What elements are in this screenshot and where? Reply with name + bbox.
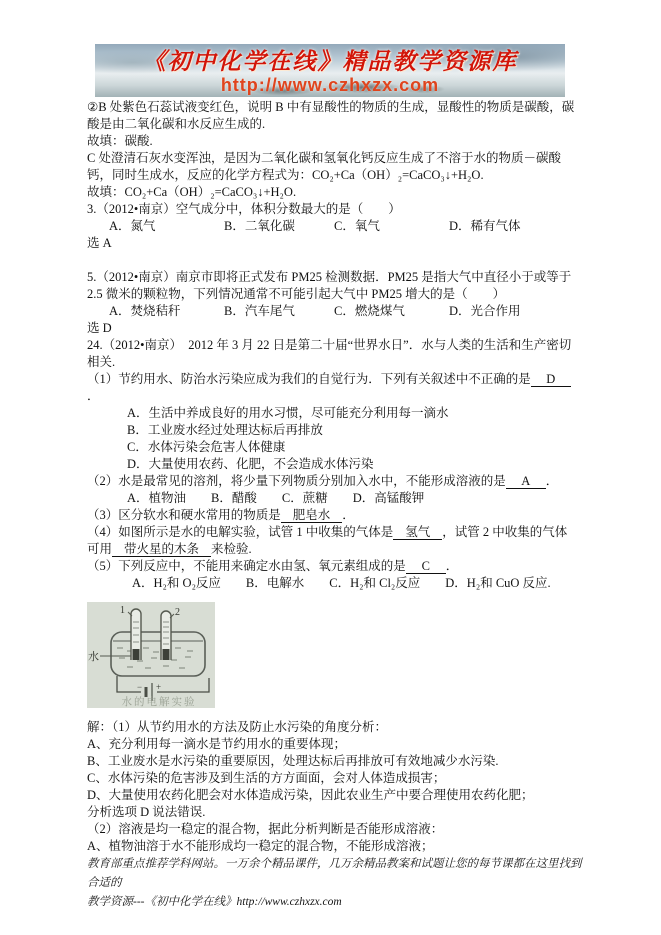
part4-answer1-blank: 氢气 (393, 525, 442, 540)
document-body (87, 99, 579, 855)
question-24-part4 (87, 524, 579, 558)
footer-url-link[interactable]: http://www.czhxzx.com (236, 896, 342, 908)
question-24-part2 (87, 473, 579, 490)
solution-line: A、充分利用每一滴水是节约用水的重要体现； (87, 737, 347, 751)
footer-source-line (87, 893, 583, 912)
option-b: B．二氧化碳 (224, 219, 295, 233)
part2-prefix: （2）水是最常见的溶剂，将少量下列物质分别加入水中，不能形成溶液的是 (87, 474, 506, 488)
tube-2-label: 2 (175, 607, 180, 618)
part3-prefix: （3）区分软水和硬水常用的物质是 (87, 508, 281, 522)
figure-caption: 水的电解实验 (121, 697, 197, 708)
battery-plus-sign: + (156, 682, 162, 692)
footer-source-prefix: 教学资源---《初中化学在线》 (87, 896, 237, 908)
electrolysis-figure (87, 602, 579, 708)
electrode-2 (163, 649, 170, 660)
part4-answer2-blank: 带火星的木条 (112, 542, 211, 557)
question-5-answer: 选 D (87, 321, 112, 335)
part3-answer-blank: 肥皂水 (281, 508, 343, 523)
question-24-part5 (87, 558, 579, 575)
part5-answer-blank: C (406, 559, 446, 574)
solution-line: B、工业废水是水污染的重要原因，处理达标后再排放可有效地减少水污染. (87, 754, 499, 768)
question-3-options (87, 218, 579, 235)
answer-fill-line: 故填：碳酸. (87, 134, 153, 148)
part4-mid: ，试管 2 中收集的气体可用 (87, 525, 568, 556)
site-banner (95, 44, 565, 97)
part5-prefix: （5）下列反应中，不能用来确定水由氢、氧元素组成的是 (87, 559, 406, 573)
part4-suffix: 来检验. (211, 542, 252, 556)
solution-line: （2）溶液是均一稳定的混合物，据此分析判断是否能形成溶液： (87, 822, 444, 836)
answer-fill-line: 故填：CO₂+Ca（OH）₂=CaCO₃↓+H₂O. (87, 185, 297, 199)
part1-suffix: ． (87, 389, 100, 403)
option-d: D．稀有气体 (449, 219, 521, 233)
part1-option-a: A．生活中养成良好的用水习惯，尽可能充分利用每一滴水 (127, 406, 449, 420)
part2-answer-blank: A (506, 474, 546, 489)
option-c: C．燃烧煤气 (334, 304, 405, 318)
part5-options: A．H₂和 O₂反应 B．电解水 C．H₂和 Cl₂反应 D．H₂和 CuO 反应. (132, 576, 551, 590)
banner-title: 《初中化学在线》精品教学资源库 (142, 49, 518, 74)
answer-explanation-line: ②B 处紫色石蕊试液变红色，说明 B 中有显酸性的物质的生成，显酸性的物质是碳酸，碳酸是由二氧化碳和水反应生成的. (87, 100, 575, 131)
solution-line: D、大量使用农药化肥会对水体造成污染，因此农业生产中要合理使用农药化肥； (87, 788, 534, 802)
question-24-part3 (87, 507, 579, 524)
question-3-answer: 选 A (87, 236, 112, 250)
solution-line: 解：（1）从节约用水的方法及防止水污染的角度分析： (87, 720, 388, 734)
part2-options: A．植物油 B．醋酸 C．蔗糖 D．高锰酸钾 (127, 491, 425, 505)
option-a: A．焚烧秸秆 (109, 304, 181, 318)
answer-explanation-line: C 处澄清石灰水变浑浊，是因为二氧化碳和氢氧化钙反应生成了不溶于水的物质－碳酸钙，同时生成水，反应的化学方程式为：CO₂+Ca（OH）₂=CaCO₃↓+H₂O. (87, 151, 561, 182)
question-3-stem: 3.（2012•南京）空气成分中，体积分数最大的是（ ） (87, 202, 401, 216)
solution-line: 分析选项 D 说法错误. (87, 805, 206, 819)
battery-minus-sign: − (137, 682, 143, 692)
part5-suffix: ． (445, 559, 459, 573)
solution-line: A、植物油溶于水不能形成均一稳定的混合物，不能形成溶液； (87, 839, 434, 853)
tube-1-label: 1 (120, 605, 125, 616)
part1-option-d: D．大量使用农药、化肥，不会造成水体污染 (127, 457, 374, 471)
blank-line (87, 252, 579, 269)
question-5-options (87, 303, 579, 320)
part1-option-b: B．工业废水经过处理达标后再排放 (127, 423, 323, 437)
option-a: A．氮气 (109, 219, 156, 233)
banner-url-link[interactable]: http://www.czhxzx.com (220, 75, 440, 95)
part1-prefix: （1）节约用水、防治水污染应成为我们的自觉行为．下列有关叙述中不正确的是 (87, 372, 531, 386)
option-d: D．光合作用 (449, 304, 521, 318)
part1-answer-blank: D (531, 372, 571, 387)
footer-slogan-line: 教育部重点推荐学科网站。一万余个精品课件，几万余精品教案和试题让您的每节课都在这里找到合适的 (87, 858, 582, 889)
option-b: B．汽车尾气 (224, 304, 295, 318)
page-footer (87, 855, 583, 912)
part4-prefix: （4）如图所示是水的电解实验，试管 1 中收集的气体是 (87, 525, 394, 539)
solution-line: C、水体污染的危害涉及到生活的方方面面，会对人体造成损害； (87, 771, 446, 785)
part3-suffix: ． (342, 508, 355, 522)
question-24-part1 (87, 371, 579, 405)
part2-suffix: ． (545, 474, 559, 488)
water-label: 水 (88, 651, 99, 663)
option-c: C．氧气 (334, 219, 380, 233)
question-24-intro: 24.（2012•南京） 2012 年 3 月 22 日是第二十届“世界水日”．水与人类的生活和生产密切相关. (87, 338, 572, 369)
electrolysis-diagram (87, 602, 215, 708)
question-5-stem: 5.（2012•南京）南京市即将正式发布 PM25 检测数据．PM25 是指大气中直径小于或等于 2.5 微米的颗粒物，下列情况通常不可能引起大气中 PM25 增大的是（ ） (87, 270, 572, 301)
part1-option-c: C．水体污染会危害人体健康 (127, 440, 286, 454)
electrode-1 (133, 649, 140, 660)
